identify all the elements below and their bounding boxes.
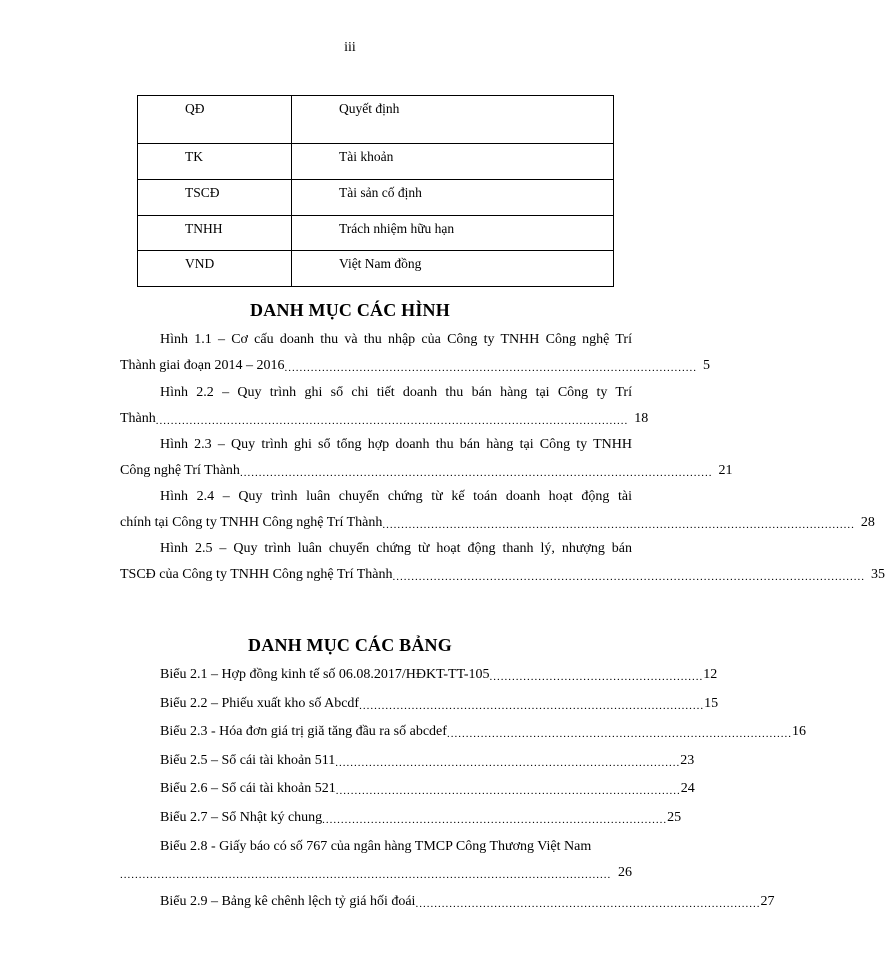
figure-entry[interactable]: Hình 2.5 – Quy trình luân chuyển chứng từ hoạt động thanh lý, nhượng bán TSCĐ của Công ty TNHH Công nghệ Trí Thành .............................................................................................................................. 35	[120, 541, 885, 583]
meaning-cell: Tài khoản	[292, 144, 614, 180]
abbr-cell: TNHH	[138, 216, 292, 251]
figures-heading: DANH MỤC CÁC HÌNH	[250, 300, 450, 320]
meaning-cell: Trách nhiệm hữu hạn	[292, 216, 614, 251]
table-row	[138, 96, 614, 144]
figure-entry[interactable]: Hình 2.4 – Quy trình luân chuyển chứng từ kế toán doanh hoạt động tài chính tại Công ty TNHH Công nghệ Trí Thành .............................................................................................................................. 28	[120, 489, 875, 531]
meaning-cell: Tài sản cố định	[292, 180, 614, 216]
meaning-cell: Quyết định	[292, 96, 614, 144]
tables-list	[120, 662, 806, 917]
figure-entry[interactable]: Hình 2.3 – Quy trình ghi sổ tổng hợp doanh thu bán hàng tại Công ty TNHH Công nghệ Trí Thành .............................................................................................................................. 21	[120, 437, 733, 479]
list-item[interactable]: Biểu 2.2 – Phiếu xuất kho số Abcdf ............................................................................................ 15	[160, 695, 719, 712]
table-row	[138, 180, 614, 216]
figure-entry[interactable]: Hình 2.2 – Quy trình ghi sổ chi tiết doanh thu bán hàng tại Công ty Trí Thành .............................................................................................................................. 18	[120, 385, 649, 427]
table-row	[138, 144, 614, 180]
abbreviation-table	[137, 95, 614, 287]
abbr-cell: VND	[138, 251, 292, 287]
abbr-cell: QĐ	[138, 96, 292, 144]
abbr-cell: TK	[138, 144, 292, 180]
list-item[interactable]: Biểu 2.9 – Bảng kê chênh lệch tỷ giá hối đoái ............................................................................................ 27	[160, 893, 775, 910]
abbr-cell: TSCĐ	[138, 180, 292, 216]
table-row	[138, 251, 614, 287]
list-item[interactable]: Biểu 2.8 - Giấy báo có số 767 của ngân hàng TMCP Công Thương Việt Nam ................................................................................................................................... 26	[120, 838, 632, 882]
tables-heading: DANH MỤC CÁC BẢNG	[248, 635, 452, 655]
list-item[interactable]: Biểu 2.3 - Hóa đơn giá trị giă tăng đầu ra số abcdef ............................................................................................ 16	[160, 724, 806, 741]
meaning-cell: Việt Nam đồng	[292, 251, 614, 287]
list-item[interactable]: Biểu 2.6 – Sổ cái tài khoản 521 ............................................................................................ 24	[160, 781, 695, 798]
figure-entry[interactable]: Hình 1.1 – Cơ cấu doanh thu và thu nhập của Công ty TNHH Công nghệ Trí Thành giai đoạn 2014 – 2016 .............................................................................................................. 5	[120, 332, 710, 374]
page-number: iii	[344, 40, 356, 55]
list-item[interactable]: Biểu 2.7 – Sổ Nhật ký chung ............................................................................................ 25	[160, 809, 682, 826]
list-item[interactable]: Biểu 2.1 – Hợp đồng kinh tế số 06.08.2017/HĐKT-TT-105 ......................................................... 12	[160, 667, 718, 683]
list-item[interactable]: Biểu 2.5 – Sổ cái tài khoản 511 ............................................................................................ 23	[160, 752, 695, 769]
table-row	[138, 216, 614, 251]
